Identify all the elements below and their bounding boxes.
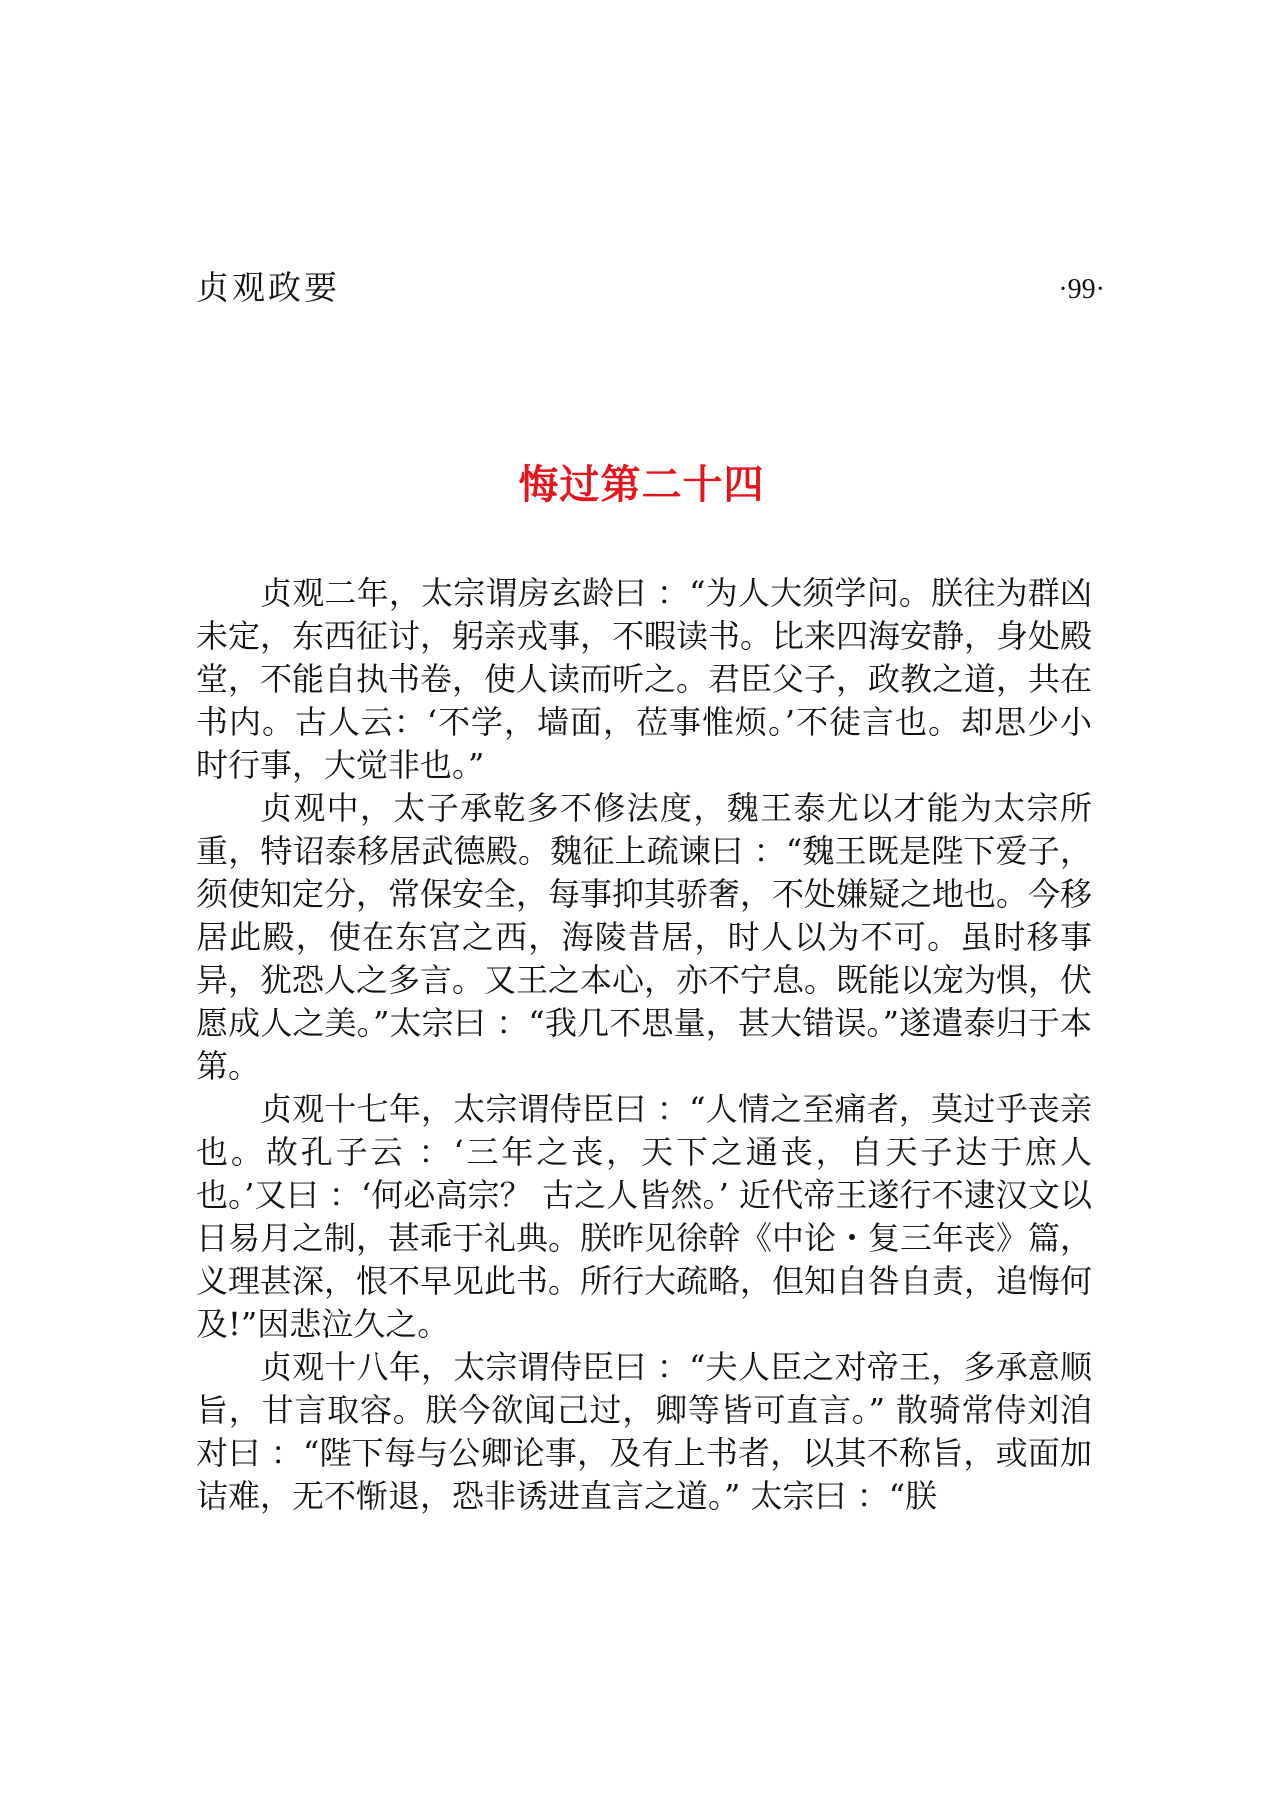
- page-number: ·99·: [1058, 274, 1105, 305]
- paragraph-2: 贞观中，太子承乾多不修法度，魏王泰尤以才能为太宗所重，特诏泰移居武德殿。魏征上疏谏曰 ：“魏王既是陛下爱子，须使知定分，常保安全，每事抑其骄奢，不处嫌疑之地也。今移居此殿，使在东宫之西，海陵昔居，时人以为不可。虽时移事异，犹恐人之多言。又王之本心，亦不宁息。既能以宠为惧，伏愿成人之美。”太宗曰 ：“我几不思量，甚大错误。”遂遣泰归于本第。: [196, 789, 1093, 1085]
- paragraph-3: 贞观十七年，太宗谓侍臣曰 ：“人情之至痛者，莫过乎丧亲也。故孔子云 ：‘三年之丧，天下之通丧，自天子达于庶人也。’又曰 ：‘何必高宗？ 古之人皆然。’ 近代帝王遂行不逮汉文以日易月之制，甚乖于礼典。朕昨见徐幹《中论・复三年丧》篇，义理甚深，恨不早见此书。所行大疏略，但知自咎自责，追悔何及!”因悲泣久之。: [196, 1090, 1093, 1343]
- running-head-book-title: 贞观政要: [196, 268, 340, 307]
- chapter-title: 悔过第二十四: [518, 462, 765, 508]
- paragraph-4: 贞观十八年，太宗谓侍臣曰 ：“夫人臣之对帝王，多承意顺旨，甘言取容。朕今欲闻己过，卿等皆可直言。” 散骑常侍刘洎对曰 ：“陛下每与公卿论事，及有上书者，以其不称旨，或面加诘难，无不惭退，恐非诱进直言之道。” 太宗曰 ：“朕: [196, 1348, 1092, 1515]
- paragraph-1: 贞观二年，太宗谓房玄龄曰 ：“为人大须学问。朕往为群凶未定，东西征讨，躬亲戎事，不暇读书。比来四海安静，身处殿堂，不能自执书卷，使人读而听之。君臣父子，政教之道，共在书内。古人云：‘不学，墙面，莅事惟烦。’不徒言也。却思少小时行事，大觉非也。”: [196, 574, 1093, 784]
- body-text: [196, 572, 1092, 1518]
